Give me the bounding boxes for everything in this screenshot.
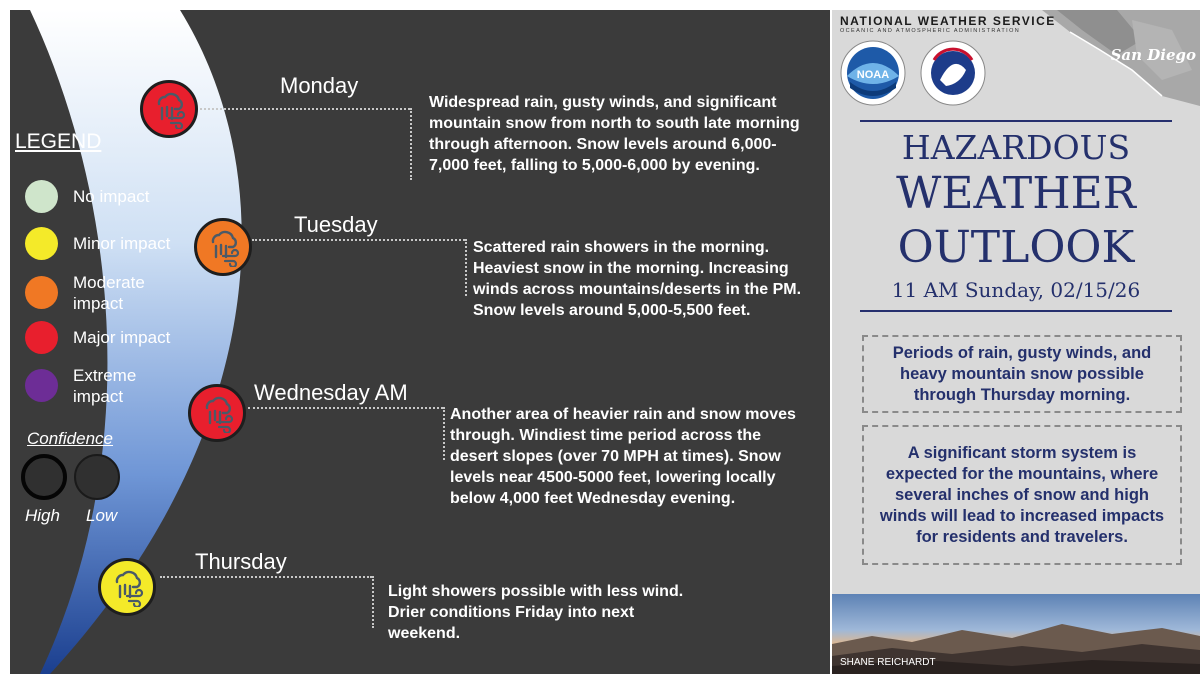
- monday-leader-line: [410, 108, 412, 180]
- title-rule-bottom: [860, 310, 1172, 312]
- legend-label: Minor impact: [73, 234, 171, 253]
- summary-text: Periods of rain, gusty winds, and heavy mountain snow possible through Thursday morning.: [892, 343, 1152, 404]
- rain-wind-icon: [149, 89, 189, 129]
- legend-label: No impact: [73, 187, 150, 206]
- legend-label: Moderate impact: [73, 273, 145, 313]
- monday-leader-line: [200, 108, 410, 110]
- agency-name: NATIONAL WEATHER SERVICE: [840, 14, 1056, 28]
- tuesday-leader-line: [465, 239, 467, 296]
- title-weather: WEATHER: [896, 168, 1136, 219]
- wednesday-day-label: Wednesday AM: [254, 380, 408, 405]
- legend-title: LEGEND: [15, 130, 102, 153]
- noaa-logo-text: NOAA: [856, 69, 890, 81]
- confidence-title: Confidence: [27, 429, 114, 448]
- no-impact-swatch: [25, 180, 58, 213]
- nws-seal: [920, 40, 986, 106]
- tuesday-day-label: Tuesday: [294, 212, 378, 237]
- tuesday-description: Scattered rain showers in the morning. Heaviest snow in the morning. Increasing winds across mountains/deserts in the PM. Snow levels around 5,000-5,500 feet.: [473, 239, 802, 319]
- confidence-low-label: Low: [86, 506, 118, 525]
- noaa-logo-icon: [840, 40, 906, 106]
- legend-item-no-impact: [25, 176, 225, 218]
- issued-time: 11 AM Sunday, 02/15/26: [891, 278, 1141, 302]
- outlook-summary-sidebar: [832, 10, 1200, 674]
- high-confidence-ring: [21, 454, 67, 500]
- thursday-leader-line: [372, 576, 374, 628]
- monday-description: Widespread rain, gusty winds, and significant mountain snow from north to south late morning through afternoon. Snow levels around 6,000-7,000 feet, falling to 5,000-6,000 by evening.: [429, 94, 800, 174]
- summary-box: [862, 335, 1182, 413]
- agency-subtitle: OCEANIC AND ATMOSPHERIC ADMINISTRATION: [840, 28, 1021, 34]
- wednesday-impact-marker: [188, 384, 246, 442]
- nws-seal-icon: [920, 40, 986, 106]
- rain-wind-icon: [197, 393, 237, 433]
- detail-box: [862, 425, 1182, 565]
- photo-credit: SHANE REICHARDT: [840, 657, 936, 668]
- wednesday-leader-line: [443, 407, 445, 460]
- title-outlook: OUTLOOK: [897, 222, 1135, 273]
- monday-day-label: Monday: [280, 73, 359, 98]
- tuesday-leader-line: [252, 239, 465, 241]
- city-label: San Diego: [1110, 46, 1196, 64]
- low-confidence-ring: [74, 454, 120, 500]
- minor-impact-swatch: [25, 227, 58, 260]
- legend-item-moderate-impact: [25, 272, 225, 314]
- noaa-logo: [840, 40, 906, 106]
- legend-item-major-impact: [25, 317, 225, 359]
- thursday-description: Light showers possible with less wind. Drier conditions Friday into next weekend.: [388, 583, 684, 642]
- legend-label: Extreme impact: [73, 366, 137, 406]
- wednesday-description: Another area of heavier rain and snow moves through. Windiest time period across the desert slopes (over 70 MPH at times). Snow levels near 4500-5000 feet, lowering locally below 4,000 feet Wednesday evening.: [450, 406, 796, 507]
- thursday-leader-line: [160, 576, 372, 578]
- rain-wind-icon: [203, 227, 243, 267]
- outlook-timeline-panel: [10, 10, 830, 674]
- wednesday-leader-line: [248, 407, 443, 409]
- tuesday-impact-marker: [194, 218, 252, 276]
- legend-label: Major impact: [73, 328, 171, 347]
- extreme-impact-swatch: [25, 369, 58, 402]
- thursday-day-label: Thursday: [195, 549, 287, 574]
- title-rule-top: [860, 120, 1172, 122]
- rain-wind-icon: [107, 567, 147, 607]
- detail-text: A significant storm system is expected for the mountains, where several inches of snow and high winds will lead to increased impacts for residents and travelers.: [879, 443, 1165, 546]
- confidence-high-label: High: [25, 506, 60, 525]
- major-impact-swatch: [25, 321, 58, 354]
- thursday-impact-marker: [98, 558, 156, 616]
- monday-impact-marker: [140, 80, 198, 138]
- title-hazardous: HAZARDOUS: [901, 128, 1131, 167]
- moderate-impact-swatch: [25, 276, 58, 309]
